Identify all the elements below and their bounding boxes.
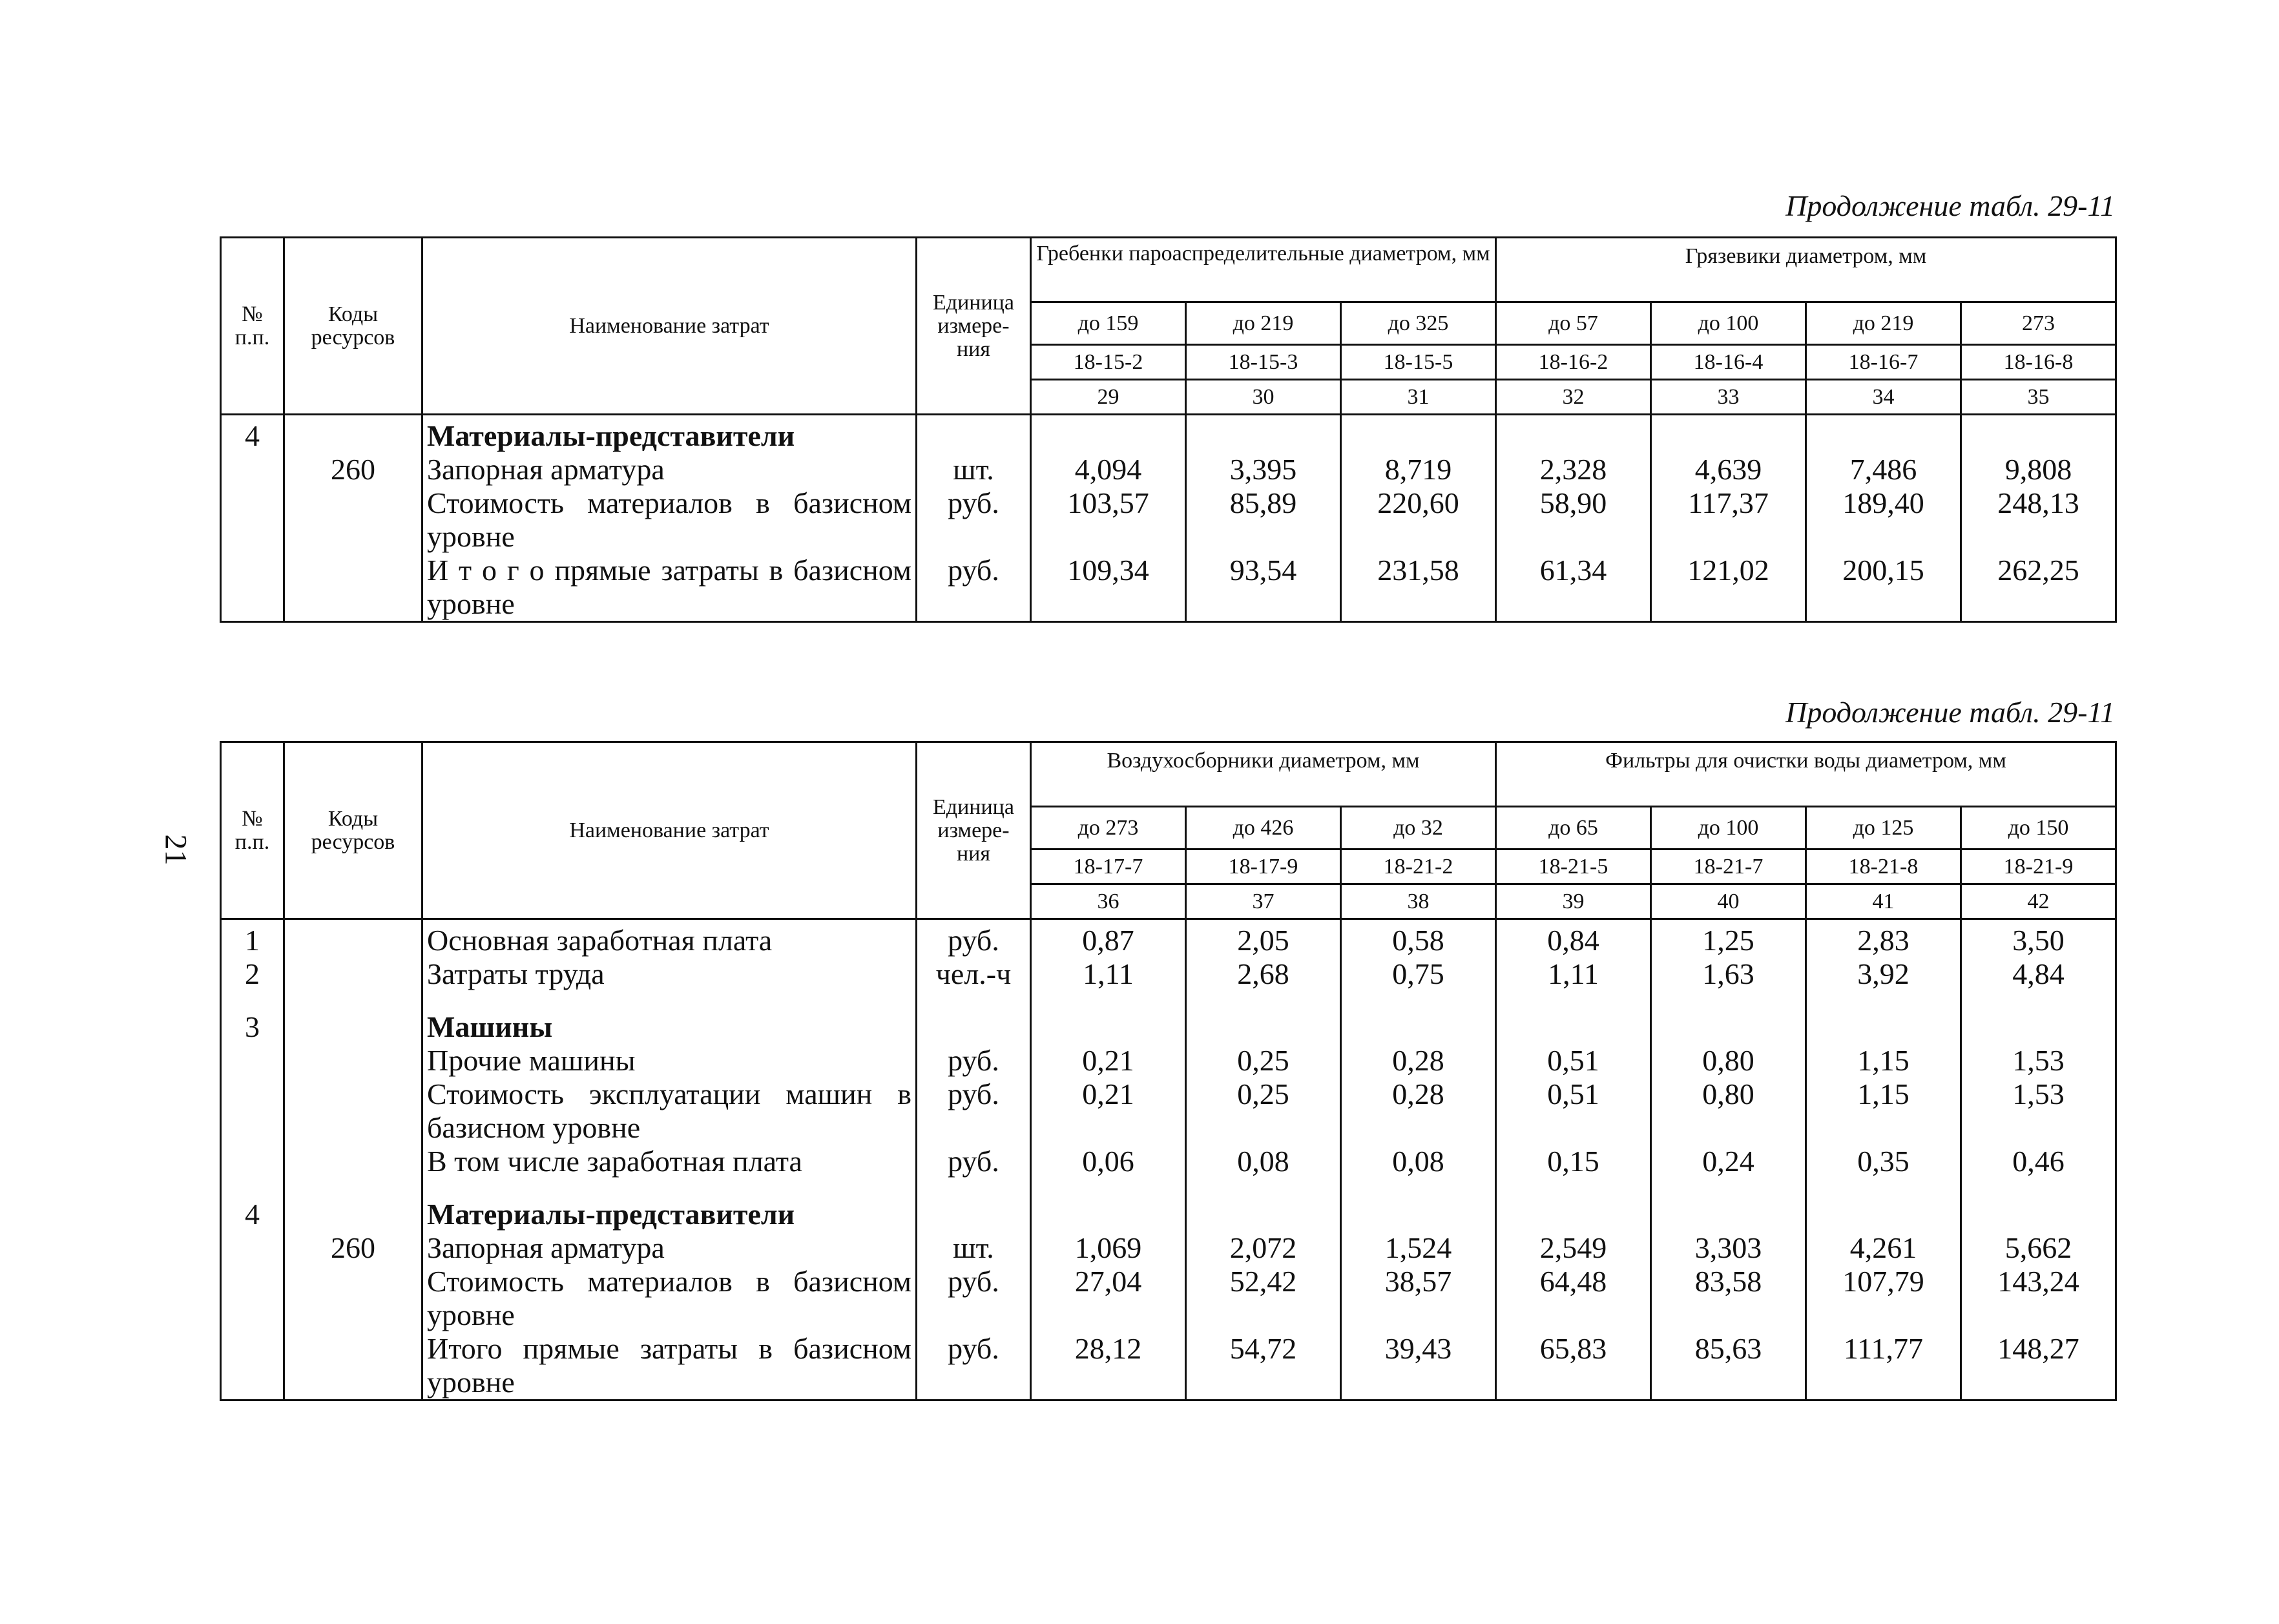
size-cell: до 159 (1031, 302, 1186, 345)
value-cell: 2,072 (1186, 1231, 1341, 1265)
value-cell: 189,40 (1806, 486, 1961, 554)
value-cell (1186, 415, 1341, 453)
cost-name-cell: И т о г о прямые затраты в базисном уровне (422, 554, 917, 622)
table1-continuation-label: Продолжение табл. 29-11 (1785, 189, 2115, 222)
size-cell: до 32 (1341, 807, 1496, 849)
resource-code-cell (284, 1178, 422, 1231)
resource-code-cell (284, 957, 422, 991)
col-number-cell: 30 (1186, 380, 1341, 415)
value-cell: 1,53 (1961, 1044, 2116, 1077)
value-cell: 9,808 (1961, 453, 2116, 486)
num-header: № п.п. (221, 742, 284, 919)
value-cell: 1,524 (1341, 1231, 1496, 1265)
codes-header: Коды ресурсов (284, 742, 422, 919)
col-number-cell: 32 (1496, 380, 1651, 415)
value-cell: 27,04 (1031, 1265, 1186, 1332)
table-row (221, 415, 2116, 453)
row-number-cell (221, 453, 284, 486)
code-cell: 18-21-2 (1341, 849, 1496, 884)
resource-code-cell (284, 486, 422, 554)
unit-cell: руб. (917, 486, 1031, 554)
value-cell: 52,42 (1186, 1265, 1341, 1332)
value-cell: 0,28 (1341, 1077, 1496, 1145)
table-row (221, 1044, 2116, 1077)
value-cell: 143,24 (1961, 1265, 2116, 1332)
value-cell: 39,43 (1341, 1332, 1496, 1400)
value-cell: 0,08 (1341, 1145, 1496, 1178)
value-cell: 0,06 (1031, 1145, 1186, 1178)
value-cell: 1,11 (1031, 957, 1186, 991)
code-cell: 18-21-7 (1651, 849, 1806, 884)
unit-cell (917, 1178, 1031, 1231)
unit-cell: руб. (917, 1077, 1031, 1145)
resource-code-cell (284, 1332, 422, 1400)
code-cell: 18-17-9 (1186, 849, 1341, 884)
value-cell: 3,50 (1961, 919, 2116, 958)
unit-cell: руб. (917, 1332, 1031, 1400)
cost-name-cell (422, 991, 917, 1044)
table-row (221, 1332, 2116, 1400)
value-cell: 0,80 (1651, 1077, 1806, 1145)
cost-name-cell: Стоимость материалов в базисном уровне (422, 486, 917, 554)
table1-body (221, 415, 2116, 622)
table-row (221, 919, 2116, 958)
code-cell: 18-15-2 (1031, 345, 1186, 380)
value-cell: 3,92 (1806, 957, 1961, 991)
resource-code-cell: 260 (284, 453, 422, 486)
value-cell (1031, 991, 1186, 1044)
group-header-2: Грязевики диаметром, мм (1496, 238, 2116, 302)
table-row (221, 1231, 2116, 1265)
resource-code-cell (284, 415, 422, 453)
value-cell: 109,34 (1031, 554, 1186, 622)
table2 (220, 741, 2117, 1401)
value-cell: 0,21 (1031, 1044, 1186, 1077)
table-row (221, 1265, 2116, 1332)
value-cell (1961, 991, 2116, 1044)
unit-cell (917, 415, 1031, 453)
table-row (221, 1178, 2116, 1231)
code-cell: 18-21-8 (1806, 849, 1961, 884)
value-cell: 1,53 (1961, 1077, 2116, 1145)
size-cell: 273 (1961, 302, 2116, 345)
value-cell (1496, 991, 1651, 1044)
resource-code-cell (284, 1265, 422, 1332)
unit-cell: руб. (917, 1044, 1031, 1077)
value-cell: 8,719 (1341, 453, 1496, 486)
value-cell (1496, 415, 1651, 453)
col-number-cell: 31 (1341, 380, 1496, 415)
table-row (221, 1145, 2116, 1178)
value-cell: 0,25 (1186, 1044, 1341, 1077)
value-cell: 0,46 (1961, 1145, 2116, 1178)
value-cell: 0,25 (1186, 1077, 1341, 1145)
code-cell: 18-16-8 (1961, 345, 2116, 380)
row-number-cell: 2 (221, 957, 284, 991)
cost-name-cell (422, 415, 917, 453)
col-number-cell: 36 (1031, 884, 1186, 919)
resource-code-cell (284, 1044, 422, 1077)
codes-header: Коды ресурсов (284, 238, 422, 415)
value-cell: 200,15 (1806, 554, 1961, 622)
col-number-cell: 34 (1806, 380, 1961, 415)
value-cell: 4,84 (1961, 957, 2116, 991)
value-cell (1806, 991, 1961, 1044)
value-cell: 1,25 (1651, 919, 1806, 958)
row-number-cell: 4 (221, 1178, 284, 1231)
value-cell: 2,328 (1496, 453, 1651, 486)
size-cell: до 219 (1186, 302, 1341, 345)
code-cell: 18-16-4 (1651, 345, 1806, 380)
unit-cell (917, 991, 1031, 1044)
cost-name-cell: Прочие машины (422, 1044, 917, 1077)
table2-body (221, 919, 2116, 1400)
value-cell: 0,51 (1496, 1044, 1651, 1077)
value-cell: 4,639 (1651, 453, 1806, 486)
code-cell: 18-21-5 (1496, 849, 1651, 884)
value-cell: 4,094 (1031, 453, 1186, 486)
value-cell: 117,37 (1651, 486, 1806, 554)
col-number-cell: 42 (1961, 884, 2116, 919)
resource-code-cell (284, 1077, 422, 1145)
name-header: Наименование затрат (422, 742, 917, 919)
value-cell: 1,15 (1806, 1044, 1961, 1077)
value-cell: 93,54 (1186, 554, 1341, 622)
cost-name-cell: Затраты труда (422, 957, 917, 991)
col-number-cell: 39 (1496, 884, 1651, 919)
table-row (221, 453, 2116, 486)
row-number-cell: 1 (221, 919, 284, 958)
resource-code-cell (284, 991, 422, 1044)
value-cell: 0,21 (1031, 1077, 1186, 1145)
unit-header: Единица измере- ния (917, 742, 1031, 919)
col-number-cell: 41 (1806, 884, 1961, 919)
value-cell: 148,27 (1961, 1332, 2116, 1400)
col-number-cell: 33 (1651, 380, 1806, 415)
size-cell: до 219 (1806, 302, 1961, 345)
value-cell (1806, 1178, 1961, 1231)
value-cell (1031, 415, 1186, 453)
value-cell: 1,15 (1806, 1077, 1961, 1145)
value-cell (1341, 1178, 1496, 1231)
unit-cell: чел.-ч (917, 957, 1031, 991)
table-row (221, 991, 2116, 1044)
unit-cell: руб. (917, 554, 1031, 622)
value-cell: 7,486 (1806, 453, 1961, 486)
value-cell: 0,58 (1341, 919, 1496, 958)
table-row (221, 486, 2116, 554)
value-cell (1961, 415, 2116, 453)
value-cell: 220,60 (1341, 486, 1496, 554)
cost-name-cell: Стоимость эксплуатации машин в базисном уровне (422, 1077, 917, 1145)
table-row (221, 554, 2116, 622)
size-cell: до 273 (1031, 807, 1186, 849)
unit-header: Единица измере- ния (917, 238, 1031, 415)
value-cell: 2,05 (1186, 919, 1341, 958)
value-cell: 64,48 (1496, 1265, 1651, 1332)
row-number-cell (221, 1077, 284, 1145)
value-cell: 0,35 (1806, 1145, 1961, 1178)
value-cell: 3,395 (1186, 453, 1341, 486)
value-cell: 0,80 (1651, 1044, 1806, 1077)
value-cell: 2,549 (1496, 1231, 1651, 1265)
value-cell (1651, 415, 1806, 453)
unit-cell: руб. (917, 1145, 1031, 1178)
value-cell: 103,57 (1031, 486, 1186, 554)
cost-name-cell: В том числе заработная плата (422, 1145, 917, 1178)
group-header-1: Гребенки пароаспределительные диаметром, мм (1031, 238, 1496, 302)
row-number-cell (221, 1044, 284, 1077)
value-cell: 61,34 (1496, 554, 1651, 622)
value-cell: 1,11 (1496, 957, 1651, 991)
cost-name-cell: Запорная арматура (422, 1231, 917, 1265)
cost-name-cell: Запорная арматура (422, 453, 917, 486)
resource-code-cell (284, 919, 422, 958)
value-cell: 248,13 (1961, 486, 2116, 554)
value-cell: 5,662 (1961, 1231, 2116, 1265)
value-cell: 0,84 (1496, 919, 1651, 958)
value-cell: 2,83 (1806, 919, 1961, 958)
col-number-cell: 37 (1186, 884, 1341, 919)
size-cell: до 325 (1341, 302, 1496, 345)
value-cell: 107,79 (1806, 1265, 1961, 1332)
value-cell: 54,72 (1186, 1332, 1341, 1400)
size-cell: до 65 (1496, 807, 1651, 849)
value-cell: 0,87 (1031, 919, 1186, 958)
value-cell: 262,25 (1961, 554, 2116, 622)
table1 (220, 236, 2117, 623)
value-cell (1651, 1178, 1806, 1231)
unit-cell: руб. (917, 1265, 1031, 1332)
resource-code-cell: 260 (284, 1231, 422, 1265)
value-cell: 0,15 (1496, 1145, 1651, 1178)
group-header-2: Фильтры для очистки воды диаметром, мм (1496, 742, 2116, 807)
value-cell: 3,303 (1651, 1231, 1806, 1265)
cost-name-cell (422, 1178, 917, 1231)
value-cell: 111,77 (1806, 1332, 1961, 1400)
size-cell: до 100 (1651, 302, 1806, 345)
value-cell: 1,63 (1651, 957, 1806, 991)
value-cell: 38,57 (1341, 1265, 1496, 1332)
section-heading: Машины (427, 1010, 553, 1043)
value-cell (1186, 1178, 1341, 1231)
value-cell: 231,58 (1341, 554, 1496, 622)
unit-cell: руб. (917, 919, 1031, 958)
section-heading: Материалы-представители (427, 419, 795, 452)
code-cell: 18-15-3 (1186, 345, 1341, 380)
value-cell: 0,08 (1186, 1145, 1341, 1178)
value-cell (1186, 991, 1341, 1044)
code-cell: 18-16-7 (1806, 345, 1961, 380)
value-cell: 65,83 (1496, 1332, 1651, 1400)
value-cell (1341, 415, 1496, 453)
num-header: № п.п. (221, 238, 284, 415)
size-cell: до 100 (1651, 807, 1806, 849)
row-number-cell (221, 1332, 284, 1400)
cost-name-cell: Основная заработная плата (422, 919, 917, 958)
value-cell (1651, 991, 1806, 1044)
cost-name-cell: Итого прямые затраты в базисном уровне (422, 1332, 917, 1400)
value-cell: 4,261 (1806, 1231, 1961, 1265)
row-number-cell (221, 554, 284, 622)
col-number-cell: 29 (1031, 380, 1186, 415)
row-number-cell (221, 1145, 284, 1178)
resource-code-cell (284, 1145, 422, 1178)
table-row (221, 1077, 2116, 1145)
code-cell: 18-17-7 (1031, 849, 1186, 884)
size-cell: до 57 (1496, 302, 1651, 345)
value-cell: 1,069 (1031, 1231, 1186, 1265)
row-number-cell: 3 (221, 991, 284, 1044)
value-cell (1496, 1178, 1651, 1231)
cost-name-cell: Стоимость материалов в базисном уровне (422, 1265, 917, 1332)
section-heading: Материалы-представители (427, 1198, 795, 1231)
col-number-cell: 40 (1651, 884, 1806, 919)
value-cell: 121,02 (1651, 554, 1806, 622)
value-cell: 85,89 (1186, 486, 1341, 554)
code-cell: 18-21-9 (1961, 849, 2116, 884)
value-cell: 0,28 (1341, 1044, 1496, 1077)
table-row (221, 957, 2116, 991)
row-number-cell (221, 1231, 284, 1265)
unit-cell: шт. (917, 1231, 1031, 1265)
value-cell (1806, 415, 1961, 453)
value-cell (1961, 1178, 2116, 1231)
value-cell: 28,12 (1031, 1332, 1186, 1400)
row-number-cell (221, 1265, 284, 1332)
size-cell: до 426 (1186, 807, 1341, 849)
resource-code-cell (284, 554, 422, 622)
col-number-cell: 35 (1961, 380, 2116, 415)
table2-continuation-label: Продолжение табл. 29-11 (1785, 696, 2115, 729)
row-number-cell: 4 (221, 415, 284, 453)
size-cell: до 125 (1806, 807, 1961, 849)
row-number-cell (221, 486, 284, 554)
size-cell: до 150 (1961, 807, 2116, 849)
value-cell: 0,75 (1341, 957, 1496, 991)
value-cell (1031, 1178, 1186, 1231)
page-number: 21 (158, 834, 193, 866)
name-header: Наименование затрат (422, 238, 917, 415)
code-cell: 18-16-2 (1496, 345, 1651, 380)
code-cell: 18-15-5 (1341, 345, 1496, 380)
value-cell (1341, 991, 1496, 1044)
group-header-1: Воздухосборники диаметром, мм (1031, 742, 1496, 807)
value-cell: 2,68 (1186, 957, 1341, 991)
value-cell: 58,90 (1496, 486, 1651, 554)
value-cell: 85,63 (1651, 1332, 1806, 1400)
value-cell: 0,51 (1496, 1077, 1651, 1145)
col-number-cell: 38 (1341, 884, 1496, 919)
value-cell: 0,24 (1651, 1145, 1806, 1178)
unit-cell: шт. (917, 453, 1031, 486)
value-cell: 83,58 (1651, 1265, 1806, 1332)
